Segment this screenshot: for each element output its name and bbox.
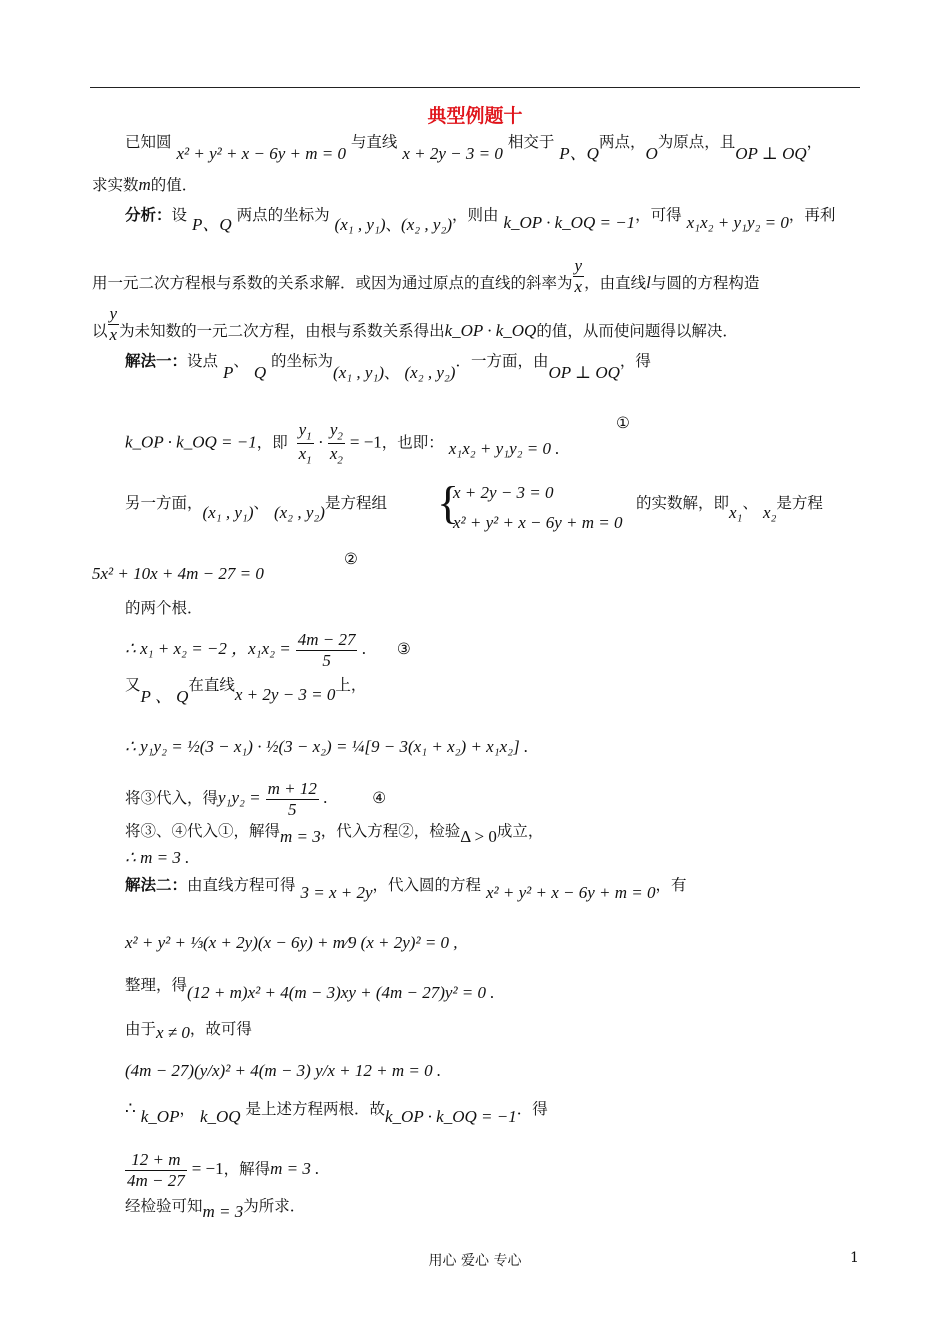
slope-quadratic: (4m − 27)(y/x)² + 4(m − 3) y/x + 12 + m = 0 . — [125, 1061, 442, 1080]
text: ，由直线 — [584, 274, 647, 293]
vieta-fraction — [296, 630, 358, 670]
slope-fraction — [573, 256, 585, 296]
fraction-numerator: y — [109, 304, 118, 323]
analysis-label: 分析： — [125, 205, 172, 224]
text: 与直线 — [350, 133, 398, 151]
slope-product: k_OP · k_OQ = −1 — [503, 213, 636, 232]
text: 由于 — [125, 1020, 157, 1038]
text: 是方程组 — [324, 494, 387, 512]
root-x2: x₂ — [762, 503, 777, 522]
sol2-line-6: ∴ k_OP， k_OQ 是上述方程两根．故k_OP · k_OQ = −1．得 — [125, 1099, 548, 1126]
text: 两点的坐标为 — [236, 206, 330, 224]
text: ，代入圆的方程 — [372, 876, 482, 894]
text: ，也即： — [381, 433, 444, 452]
text: 将③代入，得 — [125, 789, 219, 808]
discriminant-check: Δ > 0 — [460, 827, 497, 846]
equals-minus-one: = −1 — [191, 1159, 224, 1179]
sol1-line-1 — [125, 351, 651, 382]
page-footer: 用心 爱心 专心 — [428, 1253, 522, 1269]
text: ， — [806, 133, 823, 151]
fraction-denominator: x — [109, 324, 118, 344]
fraction-denominator: $x_2$ — [329, 444, 343, 467]
sol2-line-7 — [125, 1150, 319, 1190]
fraction-numerator: y — [574, 256, 583, 275]
fraction-denominator: $x_1$ — [298, 444, 312, 467]
sol1-line-7 — [125, 676, 367, 706]
sol1-line-10 — [125, 822, 544, 846]
equals-minus-one: = −1 — [349, 432, 382, 452]
text: 已知圆 — [125, 133, 172, 151]
slope-fraction — [108, 304, 120, 344]
text: 、 — [384, 364, 400, 382]
slope-product: k_OP · k_OQ = −1 — [385, 1107, 517, 1126]
problem-line-1 — [125, 133, 823, 163]
slope-product: k_OP · k_OQ — [444, 321, 537, 341]
sol1-line-6: ∴ x₁ + x₂ = −2 ，x₁x₂ = $\frac{4m - 27}{5}$ . ③ — [125, 630, 411, 670]
equation-marker-4: ④ — [372, 789, 387, 808]
homogenized-equation: x² + y² + ⅓(x + 2y)(x − 6y) + m⁄9 (x + 2y)² = 0 , — [125, 933, 458, 952]
text: 在直线 — [188, 676, 235, 694]
text: 是上述方程两根．故 — [245, 1100, 385, 1118]
text: ，有 — [655, 876, 687, 894]
text: ，可得 — [635, 206, 682, 224]
text: 设 — [171, 206, 188, 224]
text: 设点 — [187, 352, 219, 370]
point-coord-2: (x₂ , y₂) — [401, 215, 453, 234]
page-title: 典型例题十 — [427, 105, 523, 127]
slope-oq: k_OQ — [199, 1107, 241, 1126]
product-sum-equation: x₁x₂ + y₁y₂ = 0 — [686, 213, 789, 232]
text: ，代入方程②，检验 — [320, 822, 461, 840]
point-coord-2: (x₂ , y₂) — [404, 363, 456, 382]
system-equation-2: x² + y² + x − 6y + m = 0 — [453, 513, 623, 532]
text: 另一方面， — [125, 494, 203, 512]
product-sum-equation: x₁x₂ + y₁y₂ = 0 . — [448, 438, 560, 458]
result-m: m = 3 . — [270, 1159, 320, 1179]
points-pq: P、Q — [191, 215, 232, 234]
text: ，得 — [619, 352, 651, 370]
y-product-derivation: ∴ y₁y₂ = ½(3 − x₁) · ½(3 − x₂) = ¼[9 − 3(x₁ + x₂) + x₁x₂] . — [125, 737, 529, 756]
text: 上， — [335, 676, 367, 694]
text: 经检验可知 — [125, 1197, 203, 1215]
variable-l: l — [646, 273, 651, 293]
text: ，即 — [256, 433, 288, 452]
text: 与圆的方程构造 — [650, 274, 760, 293]
sol1-line-3b — [636, 494, 823, 522]
simplified-equation: (12 + m)x² + 4(m − 3)xy + (4m − 27)y² = 0 . — [187, 983, 495, 1002]
problem-line-2 — [92, 176, 197, 194]
sol2-line-8 — [125, 1197, 306, 1221]
text: 整理，得 — [125, 976, 188, 994]
nonzero-condition: x ≠ 0 — [156, 1023, 190, 1042]
equation-marker-2: ② — [344, 550, 358, 568]
y2-over-x2 — [328, 420, 345, 467]
fraction-denominator: 5 — [322, 650, 331, 670]
solution-1-result: ∴ m = 3 . — [125, 848, 190, 867]
final-fraction — [125, 1150, 187, 1190]
point-p: P — [222, 363, 234, 382]
solution-1-label: 解法一： — [125, 351, 188, 370]
quadratic-equation: 5x² + 10x + 4m − 27 = 0 — [92, 564, 264, 583]
text: 是方程 — [776, 494, 823, 512]
text: 的坐标为 — [271, 352, 334, 370]
point-coord-2: (x₂ , y₂) — [273, 503, 325, 522]
perpendicular-condition: OP ⊥ OQ — [735, 144, 807, 163]
text: 、 — [253, 494, 270, 512]
text: 为原点，且 — [657, 133, 736, 151]
line-rearranged: 3 = x + 2y — [300, 883, 373, 902]
equation-marker-3: ③ — [396, 640, 411, 659]
y1-over-x1 — [297, 420, 314, 467]
text: 为未知数的一元二次方程，由根与系数关系得出 — [119, 322, 445, 341]
text: 将③、④代入①，解得 — [125, 822, 281, 840]
fraction-denominator: 4m − 27 — [127, 1170, 185, 1190]
circle-equation: x² + y² + x − 6y + m = 0 — [176, 144, 346, 163]
slope-op: k_OP — [140, 1107, 180, 1126]
analysis-line-3 — [92, 304, 738, 352]
y-product: y₁y₂ = — [218, 788, 261, 808]
fraction-denominator: 5 — [287, 799, 297, 819]
text: 相交于 — [507, 133, 555, 151]
text: 用一元二次方程根与系数的关系求解．或因为通过原点的直线的斜率为 — [92, 274, 573, 293]
line-equation: x + 2y − 3 = 0 — [234, 685, 336, 704]
sol2-line-1 — [125, 875, 687, 902]
sol2-line-3 — [125, 976, 495, 1002]
text: 又 — [125, 676, 141, 694]
therefore-symbol: ∴ — [125, 1099, 136, 1118]
text: 以 — [92, 322, 108, 341]
fraction-numerator: m + 12 — [267, 779, 317, 798]
origin-o: O — [645, 144, 658, 163]
page-number: 1 — [850, 1250, 859, 1266]
text: 、 — [742, 494, 758, 512]
result-m: m = 3 — [202, 1202, 244, 1221]
vieta-relations: ∴ x₁ + x₂ = −2 ，x₁x₂ = — [125, 639, 291, 659]
sol1-line-9: 将③代入，得y₁y₂ = $\frac{m + 12}{5}$ . ④ — [125, 779, 387, 819]
text: ，故可得 — [189, 1020, 252, 1038]
text: ，再利 — [788, 206, 836, 224]
result-m: m = 3 — [280, 827, 321, 846]
circle-equation: x² + y² + x − 6y + m = 0 — [485, 883, 656, 902]
perpendicular-condition: OP ⊥ OQ — [548, 363, 620, 382]
line-equation: x + 2y − 3 = 0 — [402, 144, 503, 163]
text: 、 — [233, 352, 249, 370]
fraction-numerator: 4m − 27 — [297, 630, 356, 649]
point-coord-1: (x₁ , y₁) — [202, 503, 254, 522]
point-coord-1: (x₁ , y₁) — [333, 363, 385, 382]
sol1-line-2: k_OP · k_OQ = −1，即 $\frac{y_1}{x_1}$ · $\frac{y_2}{x_2}$ = −1，也即： x₁x₂ + y₁y₂ = 0 . — [125, 420, 560, 467]
points-pq: P、Q — [559, 144, 599, 163]
equation-marker-1: ① — [616, 414, 630, 432]
root-x1: x₁ — [729, 503, 743, 522]
text: 、 — [385, 216, 402, 234]
text: 为所求． — [243, 1197, 306, 1215]
text: 的值． — [150, 176, 198, 194]
point-coord-1: (x₁ , y₁) — [334, 215, 386, 234]
sol2-line-4 — [125, 1020, 252, 1042]
fraction-numerator: 12 + m — [125, 1150, 187, 1171]
point-q: Q — [253, 363, 267, 382]
solution-2-label: 解法二： — [125, 875, 188, 894]
text: 成立， — [496, 822, 544, 840]
system-equation-1: x + 2y − 3 = 0 — [453, 483, 554, 502]
slope-product: k_OP · k_OQ = −1 — [125, 432, 257, 452]
text: 由直线方程可得 — [187, 876, 296, 894]
text: ，解得 — [223, 1160, 271, 1179]
text: 的值，从而使问题得以解决． — [536, 322, 738, 341]
text: 两点， — [598, 133, 646, 151]
fraction-numerator: $y_2$ — [329, 420, 343, 443]
system-brace: { — [437, 477, 460, 528]
fraction-denominator: x — [574, 276, 583, 296]
header-rule — [90, 87, 860, 88]
fraction-numerator: $y_1$ — [298, 420, 312, 443]
text: 的实数解，即 — [636, 494, 730, 512]
y-product-fraction — [266, 779, 319, 819]
text: 求实数 — [92, 176, 139, 194]
analysis-line-2 — [92, 256, 760, 304]
text: ．一方面，由 — [455, 352, 549, 370]
points-pq: P 、 Q — [140, 687, 189, 706]
two-roots-text: 的两个根． — [125, 599, 203, 617]
analysis-line-1 — [125, 205, 836, 234]
variable-m: m — [138, 175, 151, 194]
text: ，则由 — [452, 206, 499, 224]
sol1-line-3 — [125, 494, 387, 522]
text: ．得 — [516, 1100, 548, 1118]
